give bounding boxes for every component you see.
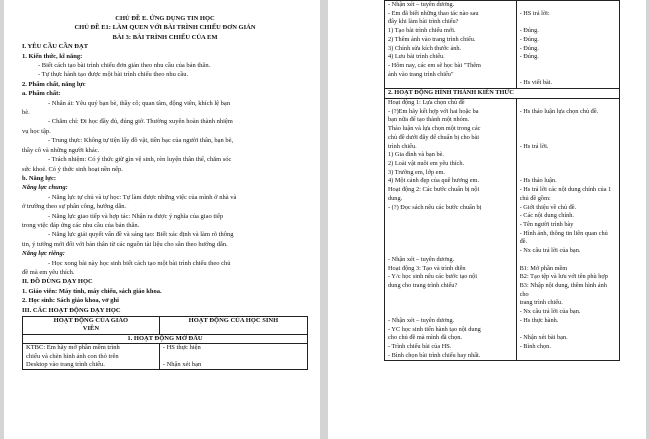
cell-line [520,326,616,335]
cell-line: - Hình ảnh, thông tin liên quan chủ đề. [519,229,608,246]
text-line: 2. Phẩm chất, năng lực [22,80,86,88]
cell-line [388,291,513,300]
text-line: 1. Kiến thức, kĩ năng: [22,52,83,60]
table-section-row [23,334,308,343]
cell-line [388,299,513,308]
cell-line: Hoạt động 1: Lựa chọn chủ đề [388,98,465,106]
cell-line: - YC học sinh tiến hành tạo nội dung [388,325,481,333]
lesson-objectives [22,42,308,315]
document-page-right [328,0,646,439]
cell-line: - Hs thảo luận lựa chọn chủ đề. [519,107,599,115]
teacher-activity-cell [23,344,160,370]
text-line: - Nhân ái: Yêu quý bạn bè, thầy cô; quan tâm, động viên, khích lệ bạn [48,99,231,107]
student-column-header: HOẠT ĐỘNG CỦA HỌC SINH [159,317,307,335]
text-line: Năng lực chung: [22,184,68,192]
cell-line: - Hs viết bài. [519,79,553,87]
cell-line: chiếu và chèn hình ảnh con thỏ trên [26,352,119,360]
cell-line: - Nx câu trả lời của bạn. [519,247,581,255]
cell-line: ảnh vào trang trình chiếu" [388,70,454,78]
cell-line: - Đúng. [519,53,539,61]
table-header-row [23,317,308,335]
text-line: - Năng lực giải quyết vấn đề và sáng tạo: Biết xác định và làm rõ thông [48,231,234,239]
text-line: I. YÊU CẦU CẦN ĐẠT [22,43,89,51]
cell-line [520,160,616,169]
cell-line: trang trình chiếu. [519,299,563,307]
cell-line [388,212,513,221]
cell-line: - Hs trả lời các nội dung chính của 1 [519,186,612,194]
activity-table-continued [384,0,620,361]
page-right-content [384,0,620,361]
cell-line: - Nhận xét bạn [162,361,202,369]
document-page-left [4,0,320,439]
cell-line: - (?)Em hãy kết hợp với hai hoặc ba [388,107,479,115]
title-line: BÀI 3: BÀI TRÌNH CHIẾU CỦA EM [112,33,218,41]
cell-line: - Nhận xét – tuyên dương. [388,1,455,8]
table-section-row [385,89,620,99]
title-line: CHỦ ĐỀ E1: LÀM QUEN VỚI BÀI TRÌNH CHIẾU ĐƠN GIẢN [74,24,256,32]
cell-line [520,116,616,125]
cell-line: - Nhận xét – tuyên dương. [388,255,455,263]
text-line: bè. [22,109,30,117]
cell-line: - HS trả lời: [519,9,550,17]
title-line: CHỦ ĐỀ E. ỨNG DỤNG TIN HỌC [115,15,215,22]
text-line: 2. Học sinh: Sách giáo khoa, vở ghi [22,297,119,305]
activity-table [22,316,308,370]
cell-line: Hoạt động 3: Tạo và trình diễn [388,264,466,272]
cell-line: 2) Thêm ảnh vào trang trình chiếu. [388,35,476,43]
student-activity-cell [516,98,619,361]
text-line: đề mà em yêu thích. [22,268,75,276]
cell-line [520,18,616,27]
text-line: - Tự thực hành tạo được một bài trình chiếu theo nhu cầu. [38,71,189,79]
cell-line: B1: Mở phần mềm [519,264,568,272]
cell-line: - Tên người trình bày [519,220,574,228]
text-line: thầy cô và những người khác. [22,146,100,154]
cell-line: - (?) Đọc sách nêu các bước chuẩn bị [388,203,482,211]
cell-line [520,256,616,265]
cell-line: - Bình chọn. [519,343,551,351]
teacher-column-header: HOẠT ĐỘNG CỦA GIÁO VIÊN [23,317,160,335]
cell-line [520,1,616,10]
cell-line: - Các nội dung chính. [519,212,574,220]
cell-line [520,151,616,160]
cell-line [520,134,616,143]
cell-line [520,125,616,134]
cell-line: - Em đã biết những thao tác nào sau [388,9,479,17]
lesson-title [22,14,308,42]
student-activity-cell [516,1,619,89]
cell-line [520,62,616,71]
text-line: III. CÁC HOẠT ĐỘNG DẠY HỌC [22,306,121,314]
cell-line: B2: Tạo tệp và lưu với tên phù hợp [519,273,608,281]
cell-line: - Đúng. [519,44,539,52]
cell-line [388,308,513,317]
cell-line [388,230,513,239]
cell-line: dung. [388,194,403,202]
text-line: - Chăm chỉ: Đi học đầy đủ, đúng giờ. Thường xuyên hoàn thành nhiệm [48,118,233,126]
text-line: b. Năng lực: [22,174,57,182]
student-activity-cell [159,344,307,370]
cell-line [388,221,513,230]
text-line: II. ĐỒ DÙNG DẠY HỌC [22,278,93,286]
text-line: - Học xong bài này học sinh biết cách tạo một bài trình chiếu theo chủ [48,259,231,267]
cell-line: - Nhận xét bài bạn. [519,334,568,342]
text-line: sức khoẻ. Có ý thức sinh hoạt nền nếp. [22,165,123,173]
cell-line: - Đúng. [519,27,539,35]
cell-line: - Hôm nay, các em sẽ học bài "Thêm [388,62,481,70]
cell-line: 2) Loài vật nuôi em yêu thích. [388,159,465,167]
text-line: - Năng lực tự chủ và tự học: Tự làm được những việc của mình ở nhà và [48,193,237,201]
page-left-content [22,14,308,370]
table-row [23,344,308,370]
cell-line [520,169,616,178]
cell-line [388,238,513,247]
cell-line: trình chiếu. [388,142,417,150]
cell-line: bạn nữa để tạo thành một nhóm. [388,116,470,124]
cell-line: KTBC: Em hãy mở phần mềm trình [26,344,120,352]
text-line: a. Phẩm chất: [22,90,61,98]
cell-line: B3: Nhập nội dung, thêm hình ảnh cho [519,282,607,298]
cell-line: Desktop vào trang trình chiếu. [26,361,105,369]
cell-line: - Nhận xét – tuyên dương. [388,316,455,324]
cell-line: 3) Chỉnh sửa kích thước ảnh. [388,44,462,52]
cell-line: 1) Tạo bài trình chiếu mới. [388,27,456,35]
cell-line: 1) Gia đình và bạn bè. [388,151,444,159]
cell-line: Thảo luận và lựa chọn một trong các [388,125,481,133]
table-row [385,98,620,361]
text-line: - Biết cách tạo bài trình chiếu đơn giản theo nhu cầu của bản thân. [38,62,211,70]
cell-line [520,71,616,80]
cell-line: cho chủ đề mà mình đã chọn. [388,334,462,342]
cell-line: 3) Trường em, lớp em. [388,168,445,176]
cell-line: - Đúng. [519,35,539,43]
text-line: ở trường theo sự phân công, hướng dẫn. [22,203,127,211]
cell-line: - Hs thực hành. [519,316,559,324]
cell-line: đây khi làm bài trình chiếu? [388,18,459,26]
section-heading: 2. HOẠT ĐỘNG HÌNH THÀNH KIẾN THỨC [385,89,620,99]
cell-line: - Y/c học sinh nêu các bước tạo nội [388,273,478,281]
cell-line: - Hs trả lời. [519,142,549,150]
cell-line: 4) Một cảnh đẹp của quê hương em. [388,177,480,185]
cell-line: - Nx câu trả lời của bạn. [519,308,581,316]
text-line: - Năng lực giao tiếp và hợp tác: Nhận ra được ý nghĩa của giao tiếp [48,212,224,220]
cell-line: dung cho trang trình chiếu? [388,282,458,289]
text-line: trong việc đáp ứng các nhu cầu của bản thân. [22,221,140,229]
cell-line: 4) Lưu bài trình chiếu. [388,53,445,61]
cell-line: - Bình chọn bài trình chiếu hay nhất. [388,351,481,359]
cell-line: - HS thực hiện [162,344,201,352]
text-line: vụ học tập. [22,127,51,135]
text-line: Năng lực riêng: [22,250,65,258]
text-line: - Trách nhiệm: Có ý thức giữ gìn vệ sinh, rèn luyện thân thể, chăm sóc [48,156,232,164]
cell-line: Hoạt động 2: Các bước chuẩn bị nội [388,186,480,194]
cell-line: - Hs thảo luận. [519,177,557,185]
cell-line: - Giới thiệu về chủ đề. [519,203,577,211]
teacher-activity-cell [385,1,517,89]
table-row [385,1,620,89]
section-heading: 1. HOẠT ĐỘNG MỞ ĐẦU [23,334,308,343]
cell-line [163,353,304,361]
teacher-activity-cell [385,98,517,361]
cell-line: - Trình chiếu bài của HS. [388,343,452,351]
cell-line [388,247,513,256]
cell-line: chủ đề gồm: [519,194,551,202]
cell-line [520,99,616,108]
text-line: tin, ý tưởng mới đối với bản thân từ các nguồn tài liệu cho sẵn theo hướng dẫn. [22,240,228,248]
cell-line: chủ đề dưới đây để chuẩn bị cho bài [388,133,480,141]
text-line: - Trung thực: Không tự tiện lấy đồ vật, tiền bạc của người thân, bạn bè, [48,137,234,145]
text-line: 1. Giáo viên: Máy tính, máy chiếu, sách giáo khoa. [22,287,162,295]
